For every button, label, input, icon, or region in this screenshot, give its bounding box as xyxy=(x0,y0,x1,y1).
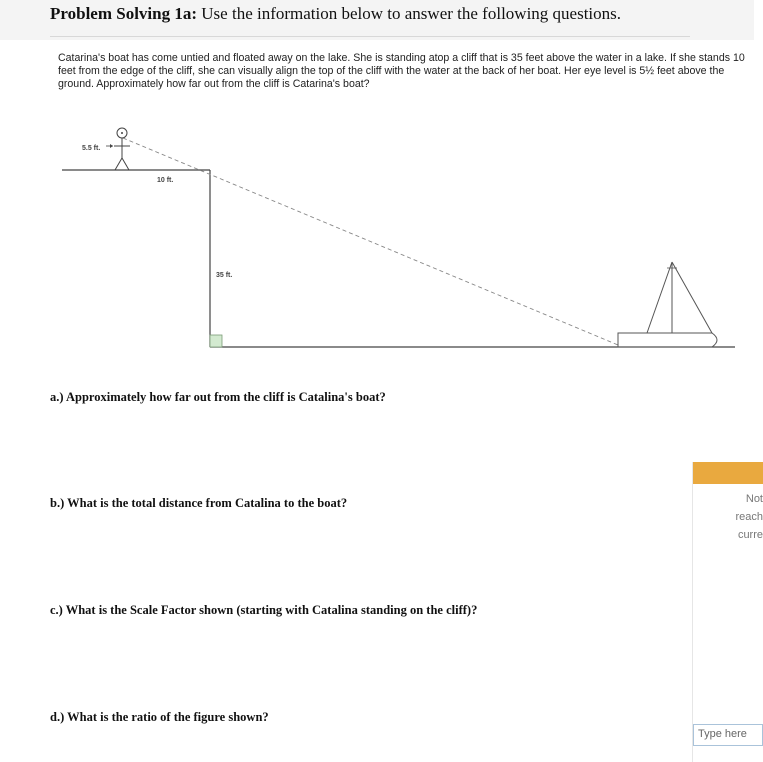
problem-label: Problem Solving 1a: xyxy=(50,4,198,23)
popup-line: Not xyxy=(745,493,763,505)
problem-statement: Catarina's boat has come untied and floated away on the lake. She is standing atop a cliff that is 35 feet above the water in a lake. If she stands 10 feet from the edge of the cliff, she can visually align the top of the cliff with the water at the back of her boat. Her eye level is 5½ feet above the ground. Approximately how far out from the cliff is Catarina's boat? xyxy=(58,52,745,90)
question-b: b.) What is the total distance from Catalina to the boat? xyxy=(50,496,348,510)
popup-text-input[interactable]: Type here xyxy=(693,724,763,746)
distance-label: 10 ft. xyxy=(157,177,174,184)
popup-line: curre xyxy=(737,529,763,541)
cliff-height-label: 35 ft. xyxy=(216,272,233,279)
question-a: a.) Approximately how far out from the cliff is Catalina's boat? xyxy=(50,390,386,404)
page-title xyxy=(50,4,621,24)
question-c: c.) What is the Scale Factor shown (starting with Catalina standing on the cliff)? xyxy=(50,603,478,617)
sight-line xyxy=(123,138,618,345)
instruction-text: Use the information below to answer the following questions. xyxy=(197,4,622,23)
side-popup[interactable] xyxy=(692,462,763,762)
popup-message xyxy=(697,490,763,544)
right-angle-marker xyxy=(210,335,222,347)
question-d: d.) What is the ratio of the figure shown? xyxy=(50,710,269,724)
title-divider xyxy=(50,36,690,37)
eye-height-label: 5.5 ft. xyxy=(82,145,101,152)
stick-figure-icon xyxy=(114,128,130,170)
boat-icon xyxy=(618,262,717,347)
popup-line: reach xyxy=(735,511,763,523)
cliff-diagram xyxy=(0,120,754,360)
popup-header-bar xyxy=(693,462,763,484)
